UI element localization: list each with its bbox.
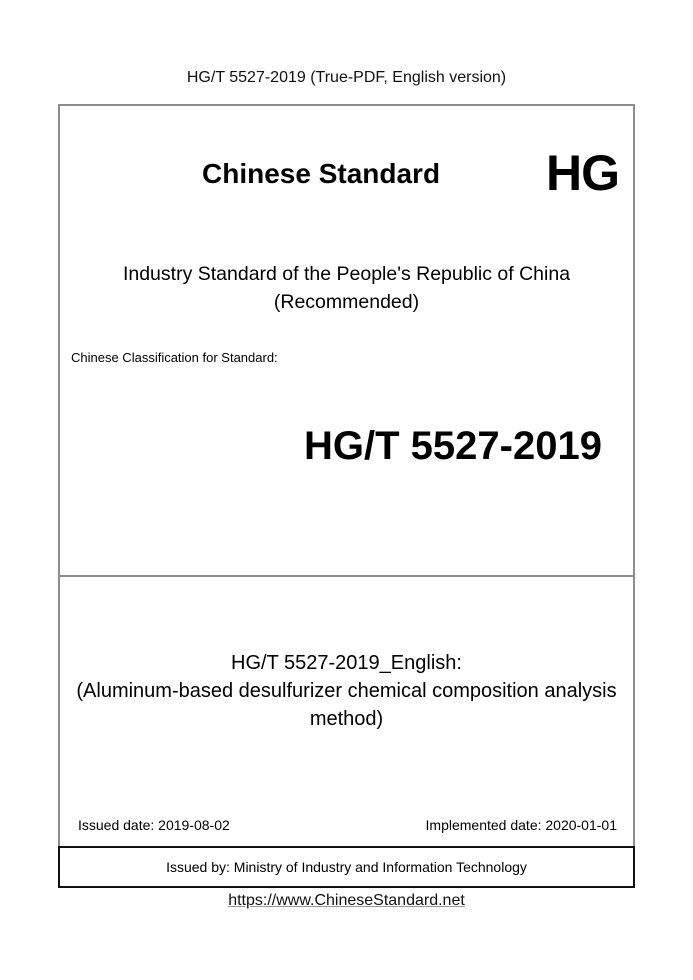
footer <box>0 892 693 910</box>
english-title-line: HG/T 5527-2019_English: <box>231 652 462 674</box>
standard-number: HG/T 5527-2019 <box>304 424 602 468</box>
implemented-date: Implemented date: 2020-01-01 <box>425 817 617 833</box>
cover-heading: Chinese Standard <box>202 158 441 189</box>
cover-upper-section <box>60 106 633 575</box>
issuer-box: Issued by: Ministry of Industry and Information Technology <box>58 846 635 888</box>
english-title <box>52 649 641 733</box>
standard-code-mark: HG <box>546 145 619 201</box>
issued-date: Issued date: 2019-08-02 <box>78 817 230 833</box>
website-link[interactable]: https://www.ChineseStandard.net <box>228 892 465 909</box>
english-title-line: method) <box>309 708 384 730</box>
english-title-line: (Aluminum-based desulfurizer chemical composition analysis <box>76 680 617 702</box>
document-header: HG/T 5527-2019 (True-PDF, English version) <box>186 69 507 86</box>
cover-frame <box>58 104 635 848</box>
classification-label: Chinese Classification for Standard: <box>71 350 278 365</box>
recommended-line: (Recommended) <box>273 291 420 313</box>
industry-line: Industry Standard of the People's Republic of China <box>122 263 571 285</box>
industry-standard-text <box>60 260 633 316</box>
cover-lower-section <box>60 577 633 846</box>
